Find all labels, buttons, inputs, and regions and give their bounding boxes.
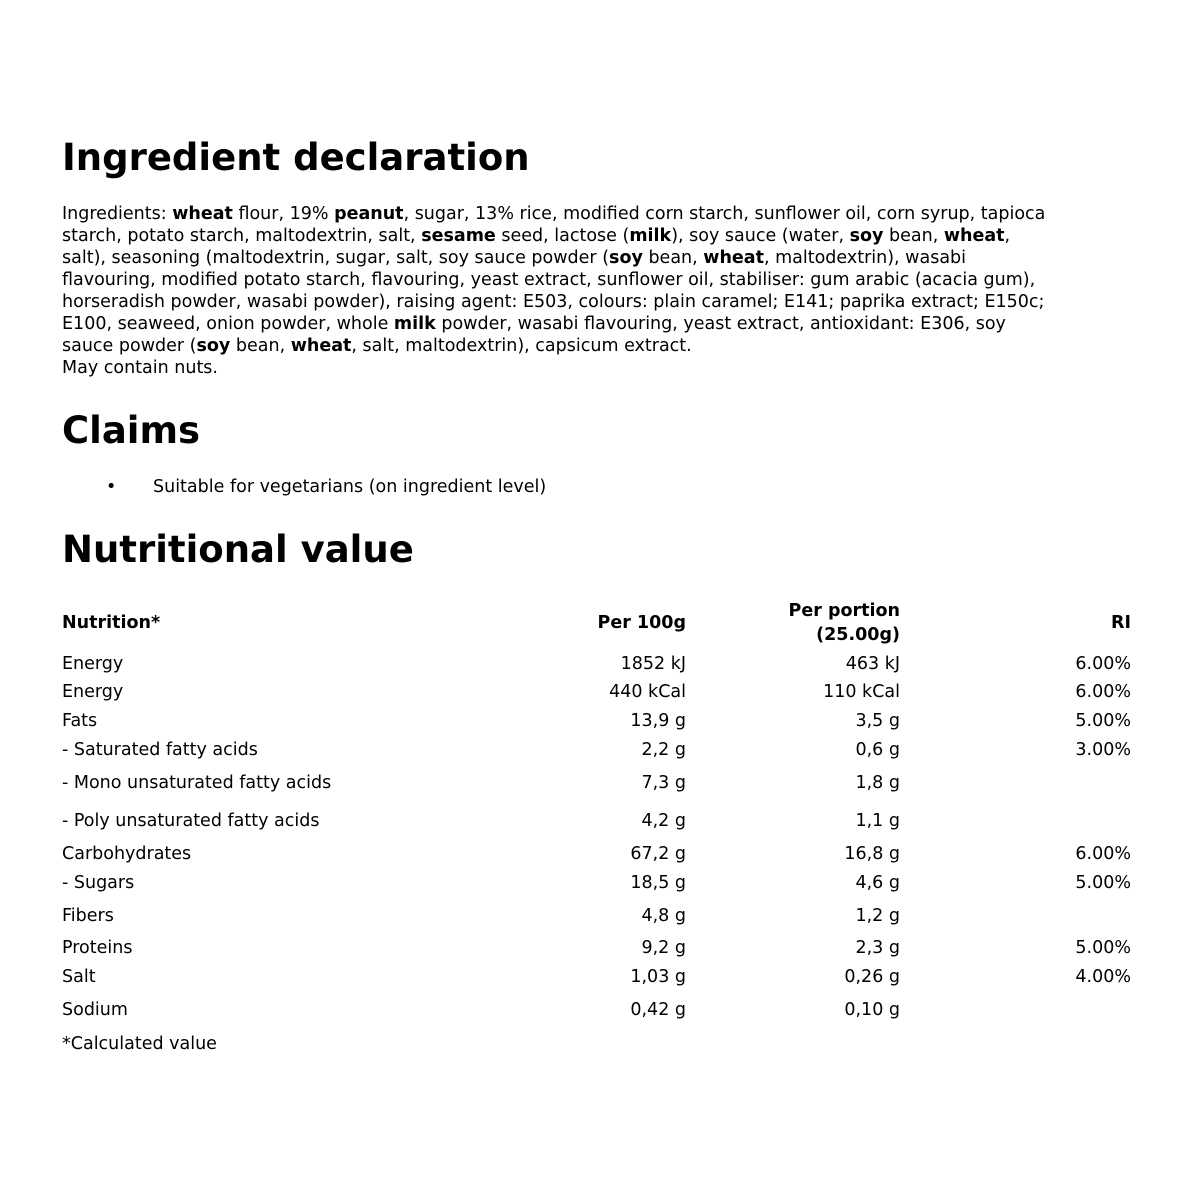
ingredient-text: bean, xyxy=(642,248,704,268)
value-per-100g: 13,9 g xyxy=(630,711,686,731)
value-per-100g: 18,5 g xyxy=(630,873,686,893)
ingredient-text: seed, lactose ( xyxy=(495,226,630,246)
ingredient-text: salt), seasoning (maltodextrin, sugar, salt, soy sauce powder ( xyxy=(62,248,610,268)
nutrient-name: - Poly unsaturated fatty acids xyxy=(62,811,320,831)
ingredient-text: , maltodextrin), wasabi xyxy=(763,248,967,268)
value-ri: 6.00% xyxy=(1075,844,1131,864)
nutrient-name: Carbohydrates xyxy=(62,844,192,864)
ingredient-line xyxy=(62,291,1137,313)
claim-item: Suitable for vegetarians (on ingredient level) xyxy=(153,477,547,497)
value-per-portion: 4,6 g xyxy=(855,873,900,893)
header-per-100g: Per 100g xyxy=(597,613,686,633)
header-portion-size: (25.00g) xyxy=(816,625,900,645)
ingredient-text: powder, wasabi flavouring, yeast extract, antioxidant: E306, soy xyxy=(435,314,1006,334)
nutrient-name: Fibers xyxy=(62,906,114,926)
value-ri: 5.00% xyxy=(1075,873,1131,893)
value-per-portion: 0,6 g xyxy=(855,740,900,760)
ingredient-text: E100, seaweed, onion powder, whole xyxy=(62,314,394,334)
value-per-portion: 1,8 g xyxy=(855,773,900,793)
value-per-portion: 2,3 g xyxy=(855,938,900,958)
ingredient-text: starch, potato starch, maltodextrin, salt, xyxy=(62,226,422,246)
value-ri: 6.00% xyxy=(1075,682,1131,702)
claim-bullet: • xyxy=(106,477,117,497)
ingredient-line xyxy=(62,225,1137,247)
allergen-text: peanut xyxy=(334,204,404,224)
allergen-text: wheat xyxy=(943,226,1005,246)
ingredient-line xyxy=(62,247,1137,269)
value-per-portion: 1,2 g xyxy=(855,906,900,926)
nutrient-name: - Sugars xyxy=(62,873,135,893)
value-per-100g: 0,42 g xyxy=(630,1000,686,1020)
value-per-100g: 1852 kJ xyxy=(620,654,686,674)
value-per-portion: 0,26 g xyxy=(844,967,900,987)
ingredient-line xyxy=(62,313,1137,335)
value-ri: 5.00% xyxy=(1075,938,1131,958)
nutrient-name: Fats xyxy=(62,711,98,731)
value-per-portion: 0,10 g xyxy=(844,1000,900,1020)
nutritional-value-heading: Nutritional value xyxy=(62,528,414,571)
ingredient-text: , salt, maltodextrin), capsicum extract. xyxy=(351,336,692,356)
header-nutrition: Nutrition* xyxy=(62,613,161,633)
header-ri: RI xyxy=(1111,613,1131,633)
allergen-text: wheat xyxy=(290,336,352,356)
value-per-portion: 1,1 g xyxy=(855,811,900,831)
ingredient-text: horseradish powder, wasabi powder), raising agent: E503, colours: plain caramel; E141; paprika extract; E150c; xyxy=(62,292,1045,312)
value-ri: 5.00% xyxy=(1075,711,1131,731)
ingredient-declaration-heading: Ingredient declaration xyxy=(62,136,530,179)
claims-heading: Claims xyxy=(62,409,201,452)
ingredient-text: sauce powder ( xyxy=(62,336,197,356)
value-per-100g: 440 kCal xyxy=(609,682,686,702)
ingredient-text: flavouring, modified potato starch, flavouring, yeast extract, sunflower oil, stabiliser: gum arabic (acacia gum), xyxy=(62,270,1036,290)
value-per-portion: 463 kJ xyxy=(845,654,900,674)
allergen-text: milk xyxy=(393,314,436,334)
nutrient-name: - Mono unsaturated fatty acids xyxy=(62,773,332,793)
ingredient-line xyxy=(62,335,1137,357)
nutrient-name: Salt xyxy=(62,967,96,987)
ingredient-text: bean, xyxy=(230,336,291,356)
ingredient-text: flour, 19% xyxy=(232,204,335,224)
value-per-100g: 2,2 g xyxy=(641,740,686,760)
footnote: *Calculated value xyxy=(62,1034,217,1054)
ingredient-text: Ingredients: xyxy=(62,204,173,224)
value-per-portion: 16,8 g xyxy=(844,844,900,864)
allergen-text: soy xyxy=(849,226,884,246)
ingredient-line xyxy=(62,203,1137,225)
value-per-100g: 67,2 g xyxy=(630,844,686,864)
ingredient-text: ), soy sauce (water, xyxy=(671,226,850,246)
ingredient-text: May contain nuts. xyxy=(62,358,218,378)
value-ri: 6.00% xyxy=(1075,654,1131,674)
value-per-100g: 4,2 g xyxy=(641,811,686,831)
ingredient-text: , xyxy=(1004,226,1011,246)
value-per-100g: 1,03 g xyxy=(630,967,686,987)
allergen-text: soy xyxy=(609,248,643,268)
ingredient-line xyxy=(62,269,1137,291)
value-per-portion: 3,5 g xyxy=(855,711,900,731)
nutrient-name: Energy xyxy=(62,682,124,702)
nutrient-name: - Saturated fatty acids xyxy=(62,740,258,760)
allergen-text: wheat xyxy=(703,248,764,268)
nutrient-name: Proteins xyxy=(62,938,133,958)
allergen-text: sesame xyxy=(421,226,496,246)
value-per-portion: 110 kCal xyxy=(823,682,900,702)
allergen-text: wheat xyxy=(172,204,233,224)
value-per-100g: 4,8 g xyxy=(641,906,686,926)
value-per-100g: 7,3 g xyxy=(641,773,686,793)
value-ri: 3.00% xyxy=(1075,740,1131,760)
allergen-text: milk xyxy=(629,226,672,246)
value-per-100g: 9,2 g xyxy=(641,938,686,958)
allergen-text: soy xyxy=(196,336,231,356)
value-ri: 4.00% xyxy=(1075,967,1131,987)
ingredient-line xyxy=(62,357,1137,379)
nutrient-name: Energy xyxy=(62,654,124,674)
ingredient-text: , sugar, 13% rice, modified corn starch, sunflower oil, corn syrup, tapioca xyxy=(403,204,1046,224)
ingredients-text xyxy=(62,203,1137,379)
nutrient-name: Sodium xyxy=(62,1000,128,1020)
ingredient-text: bean, xyxy=(883,226,944,246)
header-per-portion: Per portion xyxy=(788,601,900,621)
